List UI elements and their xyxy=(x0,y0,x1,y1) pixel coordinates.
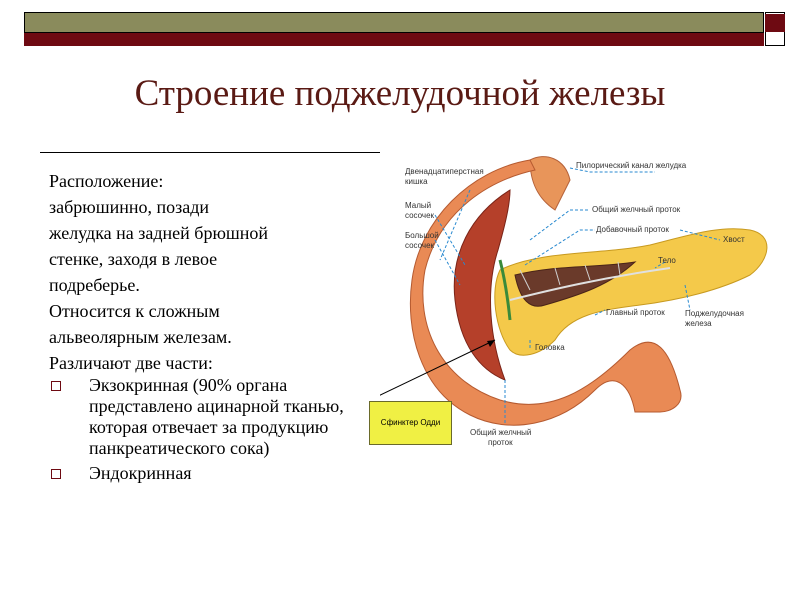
paragraph: желудка на задней брюшной xyxy=(49,223,269,243)
bullet-text: Экзокринная (90% органа представлено ацинарной тканью, которая отвечает за продукцию панкреатического сока) xyxy=(89,375,344,458)
stomach-shape xyxy=(530,157,570,210)
label-duodenum: Двенадцатиперстная xyxy=(405,167,484,176)
bullet-item xyxy=(49,463,379,484)
top-decor-bar-accent xyxy=(24,33,764,46)
bullet-item xyxy=(49,375,379,459)
body-text xyxy=(49,168,379,376)
label-duodenum: кишка xyxy=(405,177,428,186)
label-pancreas: железа xyxy=(685,319,712,328)
label-body: Тело xyxy=(658,256,676,265)
title-divider xyxy=(40,152,380,153)
label-common-bile-duct-bottom: проток xyxy=(488,438,513,447)
bullet-square-icon xyxy=(51,381,61,391)
label-major-papilla: Большой xyxy=(405,231,439,240)
label-minor-papilla: Малый xyxy=(405,201,432,210)
paragraph: альвеолярным железам. xyxy=(49,327,232,347)
bullet-square-icon xyxy=(51,469,61,479)
label-pancreas: Поджелудочная xyxy=(685,309,744,318)
corner-decor-fill xyxy=(765,14,785,32)
label-accessory-duct: Добавочный проток xyxy=(596,225,669,234)
label-common-bile-duct: Общий желчный проток xyxy=(592,205,681,214)
label-head: Головка xyxy=(535,343,565,352)
label-minor-papilla: сосочек xyxy=(405,211,435,220)
paragraph: забрюшинно, позади xyxy=(49,197,209,217)
paragraph: Различают две части: xyxy=(49,353,213,373)
label-tail: Хвост xyxy=(723,235,745,244)
label-major-papilla: сосочек xyxy=(405,241,435,250)
paragraph: Расположение: xyxy=(49,171,164,191)
top-decor-bar xyxy=(24,12,764,33)
paragraph: стенке, заходя в левое xyxy=(49,249,218,269)
slide-title: Строение поджелудочной железы xyxy=(134,73,666,114)
bullet-list xyxy=(49,375,379,488)
paragraph: подреберье. xyxy=(49,275,140,295)
label-common-bile-duct-bottom: Общий желчный xyxy=(470,428,532,437)
callout-box: Сфинктер Одди xyxy=(369,401,452,445)
label-main-duct: Главный проток xyxy=(606,308,665,317)
paragraph: Относится к сложным xyxy=(49,301,220,321)
label-pyloric: Пилорический канал желудка xyxy=(576,161,687,170)
bullet-text: Эндокринная xyxy=(89,463,192,483)
